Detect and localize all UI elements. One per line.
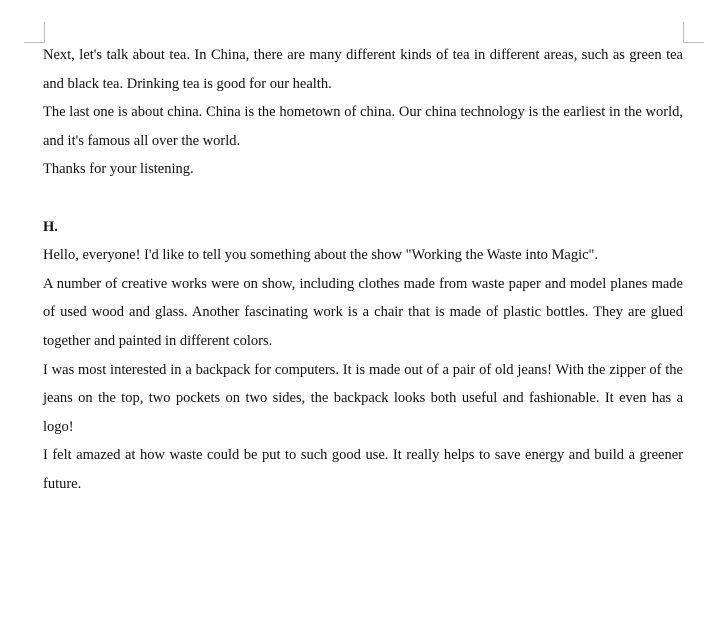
empty-line: [43, 184, 683, 213]
section-heading: H.: [43, 218, 58, 235]
paragraph-backpack: I was most interested in a backpack for computers. It is made out of a pair of old jeans! With the zipper of the jeans on the top, two pockets on two sides, the backpack looks both useful and fashionable. It even has a logo!: [43, 361, 683, 435]
paragraph-amazed: I felt amazed at how waste could be put to such good use. It really helps to save energy and build a greener future.: [43, 447, 683, 492]
paragraph-thanks: Thanks for your listening.: [43, 161, 194, 178]
paragraph-hello: Hello, everyone! I'd like to tell you something about the show "Working the Waste into Magic".: [43, 247, 599, 264]
paragraph-tea: Next, let's talk about tea. In China, there are many different kinds of tea in different areas, such as green tea and black tea. Drinking tea is good for our health.: [43, 47, 683, 92]
paragraph-china: The last one is about china. China is the hometown of china. Our china technology is the earliest in the world, and it's famous all over the world.: [43, 104, 683, 149]
margin-corner-top-left: [24, 22, 45, 43]
paragraph-creative-works: A number of creative works were on show, including clothes made from waste paper and model planes made of used wood and glass. Another fascinating work is a chair that is made of plastic bottles. They are glued together and painted in different colors.: [43, 275, 683, 349]
document-body[interactable]: [43, 41, 683, 499]
margin-corner-top-right: [683, 22, 704, 43]
